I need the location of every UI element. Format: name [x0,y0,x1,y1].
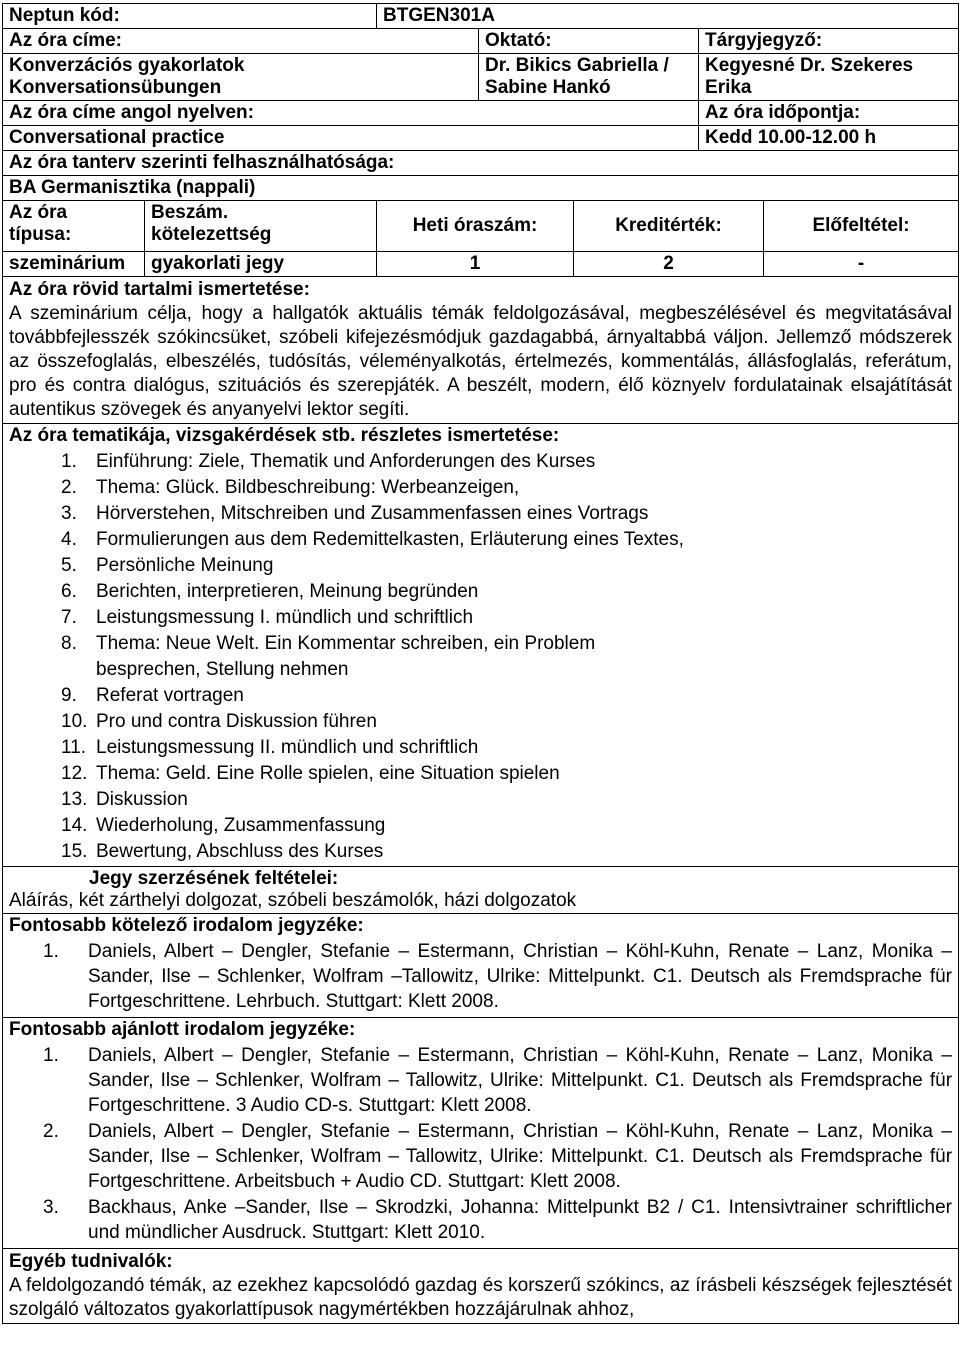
topics-label: Az óra tematikája, vizsgakérdések stb. részletes ismertetése: [9,425,560,446]
row-usability-value [3,176,959,201]
english-title-value: Conversational practice [3,126,699,151]
row-topics [3,424,959,867]
row-title-labels [3,29,959,54]
topic-item-number: 13. [61,789,88,810]
time-value: Kedd 10.00-12.00 h [699,126,959,151]
topic-item [61,839,952,865]
topic-item-number: 2. [61,477,77,498]
row-neptun [3,4,959,29]
row-other [3,1249,959,1324]
prereq-label: Előfeltétel: [764,201,959,252]
row-recommended-literature [3,1018,959,1249]
topic-item-number: 11. [61,737,87,758]
requirement-label [145,201,377,252]
topic-item [61,709,952,735]
row-summary [3,277,959,424]
recommended-literature-item-number: 3. [43,1197,59,1218]
required-literature-item [43,939,952,1014]
usability-value: BA Germanisztika (nappali) [3,176,959,201]
requirement-label-line-1: Beszám. [151,202,229,223]
grading-text: Aláírás, két zárthelyi dolgozat, szóbeli beszámolók, házi dolgozatok [9,890,577,911]
row-course-info-values [3,252,959,277]
course-title-de: Konversationsübungen [9,77,222,98]
grading-label: Jegy szerzésének feltételei: [89,868,339,889]
topic-item-text: Hörverstehen, Mitschreiben und Zusammenfassen eines Vortrags [96,503,649,524]
recommended-literature-item [43,1119,952,1194]
recommended-literature-item [43,1043,952,1118]
topic-item [61,579,952,605]
topic-item [61,631,952,683]
lecturer [479,54,699,101]
topic-item-number: 12. [61,763,88,784]
topic-item-number: 10. [61,711,88,732]
topic-item-number: 15. [61,841,88,862]
other-cell [3,1249,959,1324]
english-title-label: Az óra címe angol nyelven: [3,101,699,126]
responsible-line-2: Erika [705,77,752,98]
topic-item-number: 9. [61,685,77,706]
topic-item-text: Wiederholung, Zusammenfassung [96,815,386,836]
topic-item-number: 1. [61,451,77,472]
neptun-value: BTGEN301A [377,4,959,29]
topic-item-text: Bewertung, Abschluss des Kurses [96,841,384,862]
responsible-line-1: Kegyesné Dr. Szekeres [705,55,914,76]
row-title-values [3,54,959,101]
topic-item-number: 6. [61,581,77,602]
prereq-value: - [764,252,959,277]
topic-item-number: 7. [61,607,77,628]
recommended-literature-item-number: 1. [43,1045,59,1066]
recommended-literature-list [9,1043,952,1245]
hours-label: Heti óraszám: [377,201,574,252]
recommended-literature-item-text: Backhaus, Anke –Sander, Ilse – Skrodzki, Johanna: Mittelpunkt B2 / C1. Intensivtrainer schriftlicher und mündlicher Ausdruck. Stuttgart: Klett 2010. [88,1197,953,1243]
required-literature-item-text: Daniels, Albert – Dengler, Stefanie – Estermann, Christian – Köhl-Kuhn, Renate – Lanz, Monika – Sander, Ilse – Schlenker, Wolfram –Tallowitz, Ulrike: Mittelpunkt. C1. Deutsch als Fremdsprache für Fortgeschrittene. Lehrbuch. Stuttgart: Klett 2008. [88,941,953,1012]
responsible [699,54,959,101]
topic-item-text: Thema: Geld. Eine Rolle spielen, eine Situation spielen [96,763,560,784]
recommended-literature-item-text: Daniels, Albert – Dengler, Stefanie – Estermann, Christian – Köhl-Kuhn, Renate – Lanz, Monika – Sander, Ilse – Schlenker, Wolfram – Tallowitz, Ulrike: Mittelpunkt. C1. Deutsch als Fremdsprache für Fortgeschrittene. 3 Audio CD-s. Stuttgart: Klett 2008. [88,1045,953,1116]
topic-item [61,683,952,709]
row-course-info-labels [3,201,959,252]
type-label [3,201,145,252]
topic-item [61,527,952,553]
recommended-literature-cell [3,1018,959,1249]
topic-item-text: Einführung: Ziele, Thematik und Anforderungen des Kurses [96,451,596,472]
requirement-value: gyakorlati jegy [145,252,377,277]
type-label-line-2: típusa: [9,224,72,245]
grading-cell [3,867,959,914]
topic-item [61,449,952,475]
topic-item-text: Thema: Glück. Bildbeschreibung: Werbeanzeigen, [96,477,520,498]
recommended-literature-item [43,1195,952,1245]
topics-list [9,449,952,865]
title-label: Az óra címe: [3,29,479,54]
topic-item-number: 3. [61,503,77,524]
neptun-label: Neptun kód: [3,4,377,29]
topic-item [61,501,952,527]
usability-label: Az óra tanterv szerinti felhasználhatósága: [3,151,959,176]
row-english-title-label [3,101,959,126]
hours-value: 1 [377,252,574,277]
topic-item-number: 5. [61,555,77,576]
topic-item-number: 4. [61,529,77,550]
topic-item-text: Leistungsmessung I. mündlich und schriftlich [96,607,474,628]
topic-item-text: Berichten, interpretieren, Meinung begründen [96,581,479,602]
topic-item [61,787,952,813]
lecturer-label: Oktató: [479,29,699,54]
course-title [3,54,479,101]
required-literature-list [9,939,952,1014]
topic-item-text: Thema: Neue Welt. Ein Kommentar schreiben, ein Problem besprechen, Stellung nehmen [96,633,596,680]
topic-item-text: Leistungsmessung II. mündlich und schriftlich [96,737,479,758]
topic-item-text: Referat vortragen [96,685,244,706]
course-form-table [2,3,959,1324]
row-english-title-value [3,126,959,151]
topic-item-number: 8. [61,633,77,654]
topic-item [61,735,952,761]
topic-item-text: Pro und contra Diskussion führen [96,711,377,732]
lecturer-line-2: Sabine Hankó [485,77,611,98]
topic-item [61,761,952,787]
recommended-literature-item-text: Daniels, Albert – Dengler, Stefanie – Estermann, Christian – Köhl-Kuhn, Renate – Lanz, Monika – Sander, Ilse – Schlenker, Wolfram – Tallowitz, Ulrike: Mittelpunkt. C1. Deutsch als Fremdsprache für Fortgeschrittene. Arbeitsbuch + Audio CD. Stuttgart: Klett 2008. [88,1121,953,1192]
summary-cell [3,277,959,424]
topic-item-text: Formulierungen aus dem Redemittelkasten, Erläuterung eines Textes, [96,529,684,550]
responsible-label: Tárgyjegyző: [699,29,959,54]
requirement-label-line-2: kötelezettség [151,224,272,245]
required-literature-label: Fontosabb kötelező irodalom jegyzéke: [9,915,364,936]
type-label-line-1: Az óra [9,202,68,223]
topic-item [61,475,952,501]
topics-cell [3,424,959,867]
topic-item [61,605,952,631]
summary-label: Az óra rövid tartalmi ismertetése: [9,279,310,300]
lecturer-line-1: Dr. Bikics Gabriella / [485,55,669,76]
topic-item [61,813,952,839]
time-label: Az óra időpontja: [699,101,959,126]
other-label: Egyéb tudnivalók: [9,1251,173,1272]
other-text: A feldolgozandó témák, az ezekhez kapcsolódó gazdag és korszerű szókincs, az írásbeli készségek fejlesztését szolgáló változatos gyakorlattípusok nagymértékben hozzájárulnak ahhoz, [9,1275,953,1320]
course-title-hu: Konverzációs gyakorlatok [9,55,245,76]
recommended-literature-item-number: 2. [43,1121,59,1142]
topic-item-text: Diskussion [96,789,188,810]
row-required-literature [3,914,959,1018]
required-literature-cell [3,914,959,1018]
topic-item-number: 14. [61,815,88,836]
topic-item [61,553,952,579]
row-grading [3,867,959,914]
credit-label: Kreditérték: [574,201,764,252]
type-value: szeminárium [3,252,145,277]
required-literature-item-number: 1. [43,941,59,962]
recommended-literature-label: Fontosabb ajánlott irodalom jegyzéke: [9,1019,356,1040]
credit-value: 2 [574,252,764,277]
topic-item-text: Persönliche Meinung [96,555,274,576]
row-usability-label [3,151,959,176]
summary-text: A szeminárium célja, hogy a hallgatók aktuális témák feldolgozásával, megbeszélésével és megvitatásával továbbfejlesszék szókincsüket, szóbeli kifejezésmódjuk gazdagabbá, árnyaltabbá váljon. Jellemző módszerek az összefoglalás, elbeszélés, tudósítás, véleményalkotás, értelmezés, kommentálás, állásfoglalás, referátum, pro és contra dialógus, szituációs és szerepjáték. A beszélt, modern, élő köznyelv fordulatainak elsajátítását autentikus szövegek és anyanyelvi lektor segíti. [9,303,953,420]
